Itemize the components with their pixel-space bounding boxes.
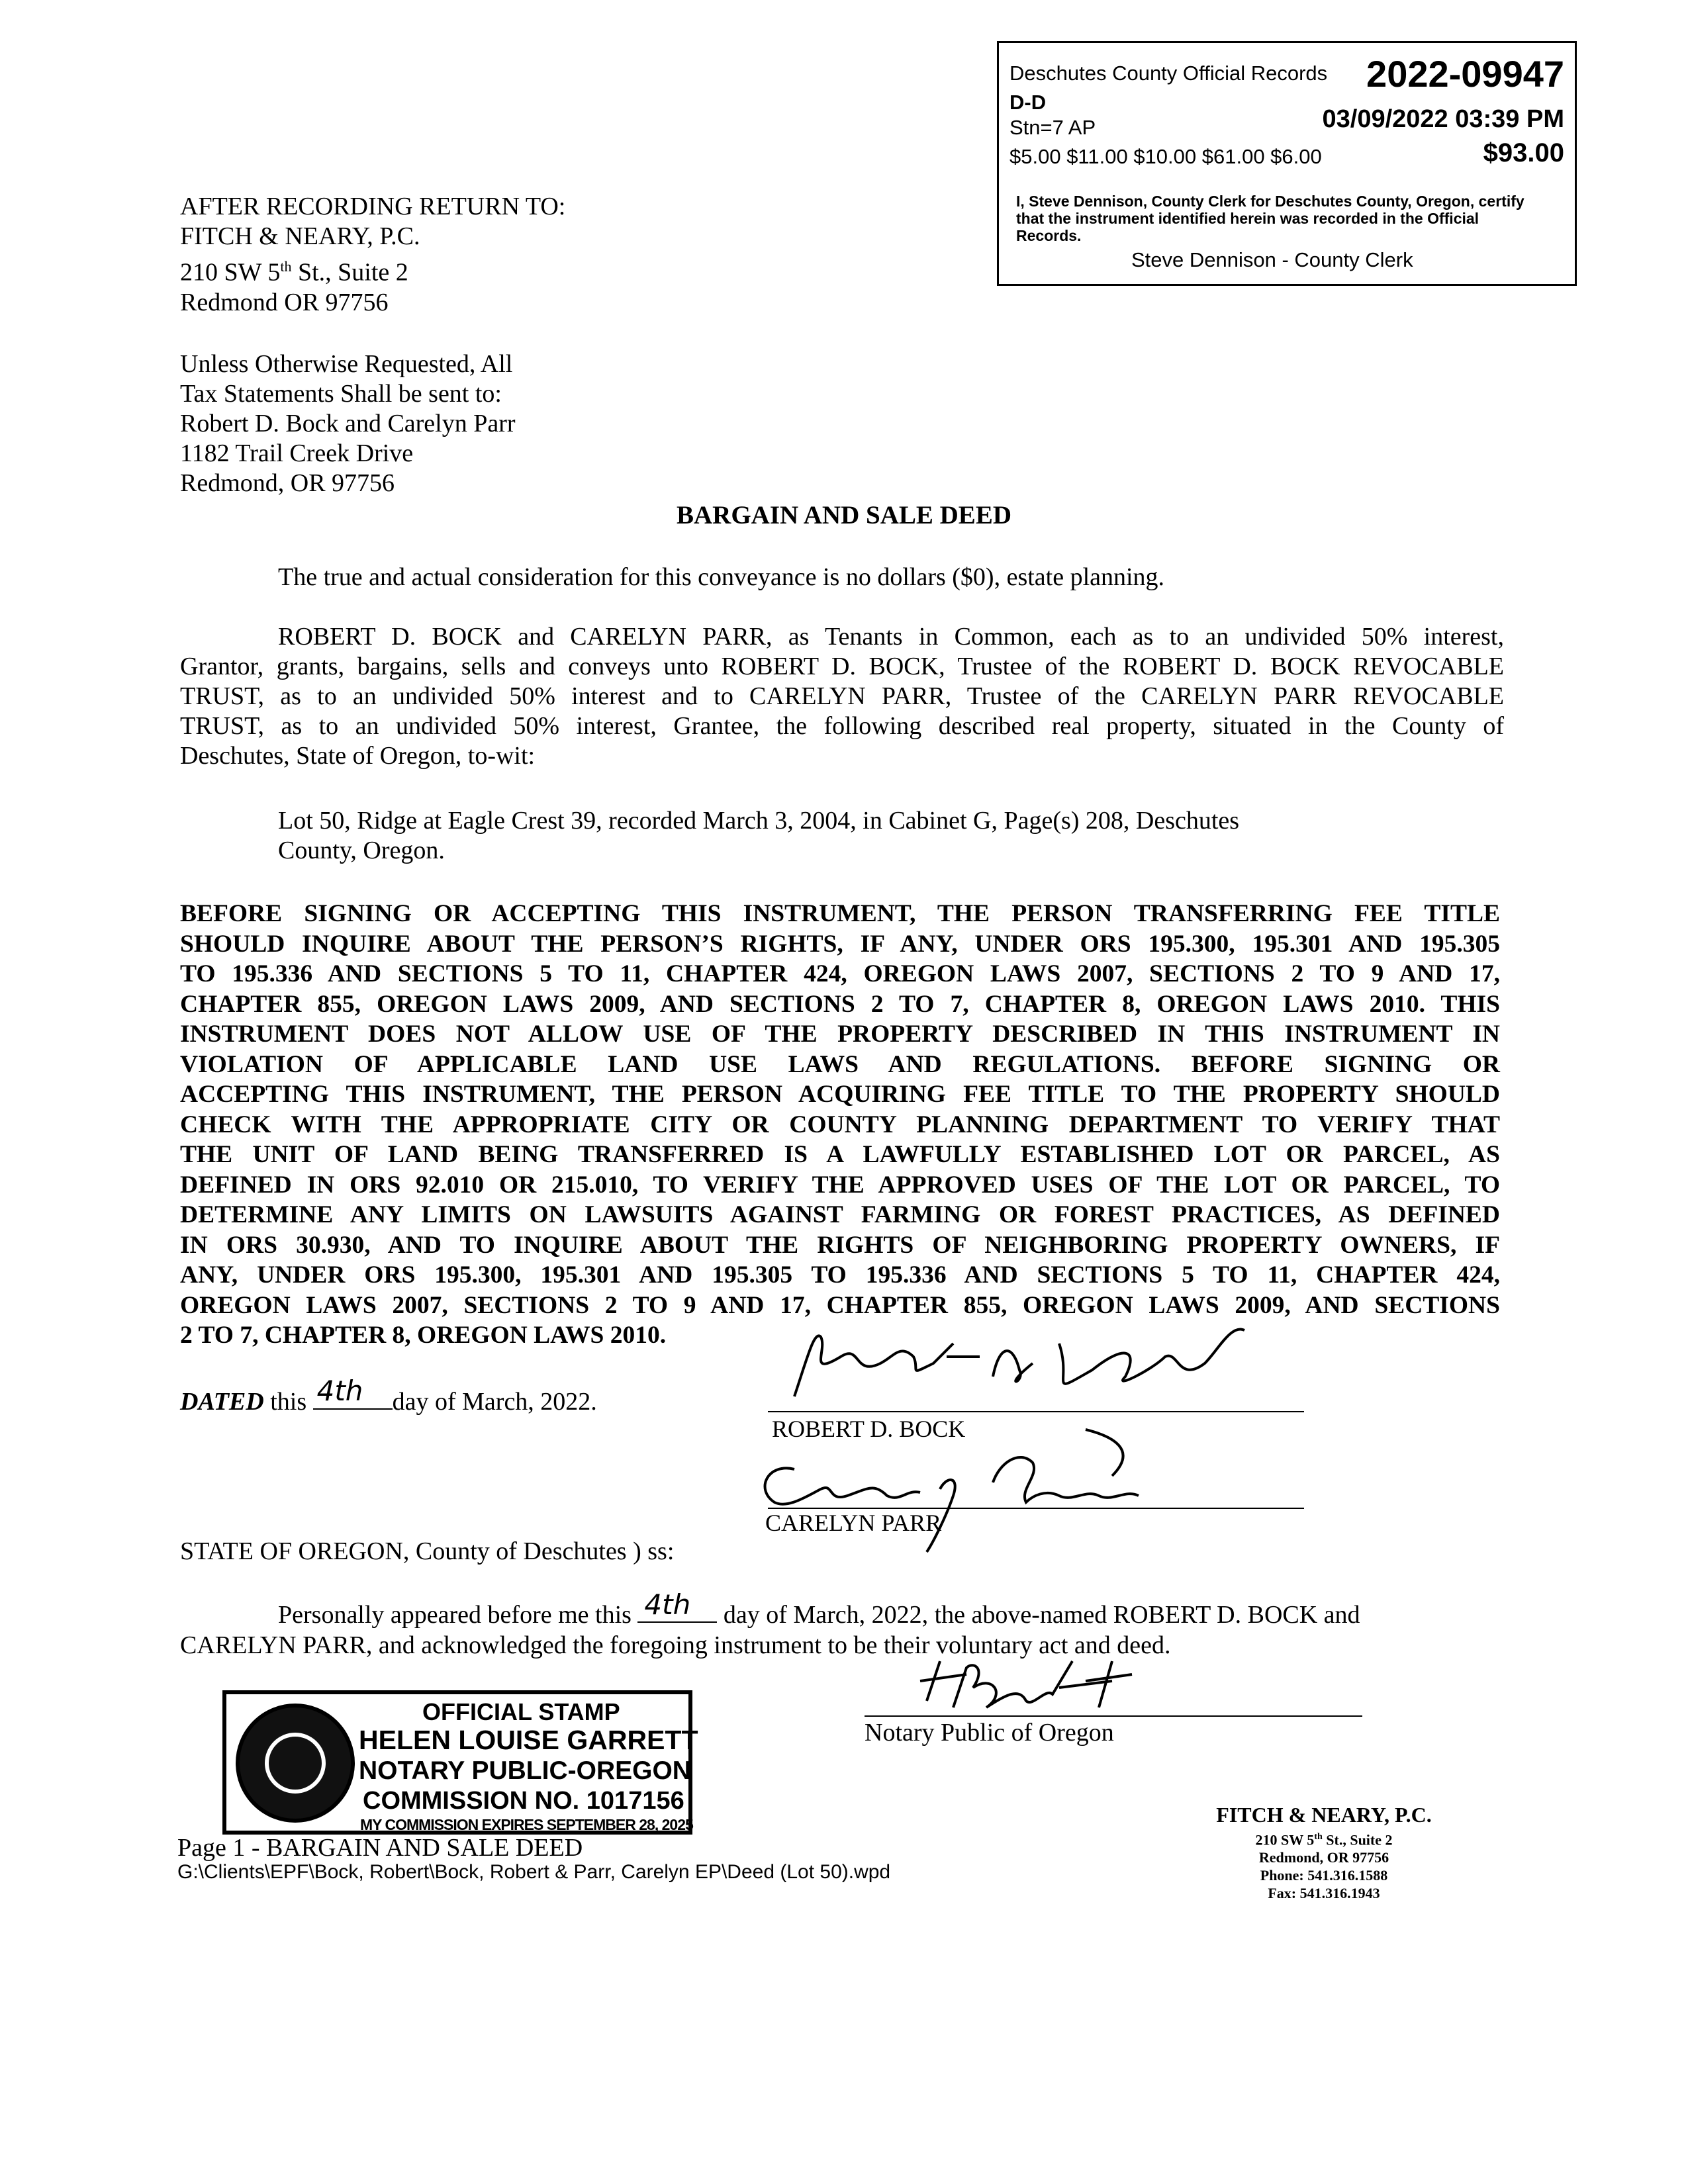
warning-line: IN ORS 30.930, AND TO INQUIRE ABOUT THE RIGHTS OF NEIGHBORING PROPERTY OWNERS, IF bbox=[180, 1231, 1500, 1259]
return-heading: AFTER RECORDING RETURN TO: bbox=[180, 193, 566, 220]
grantor1-name: ROBERT D. BOCK bbox=[772, 1416, 966, 1442]
tax-city: Redmond, OR 97756 bbox=[180, 469, 395, 497]
recording-station: Stn=7 AP bbox=[1009, 116, 1096, 139]
conveyance-line: ROBERT D. BOCK and CARELYN PARR, as Tenants in Common, each as to an undivided 50% interest, bbox=[278, 623, 1504, 651]
stamp-line3: NOTARY PUBLIC-OREGON bbox=[359, 1756, 691, 1785]
footer-page-label: Page 1 - BARGAIN AND SALE DEED bbox=[177, 1834, 583, 1862]
warning-line: CHAPTER 855, OREGON LAWS 2009, AND SECTIONS 2 TO 7, CHAPTER 8, OREGON LAWS 2010. THIS bbox=[180, 990, 1500, 1018]
return-name: FITCH & NEARY, P.C. bbox=[180, 222, 420, 250]
firm-name: FITCH & NEARY, P.C. bbox=[1216, 1803, 1432, 1827]
conveyance-line: Deschutes, State of Oregon, to-wit: bbox=[180, 742, 536, 770]
dated-day-blank bbox=[313, 1375, 393, 1410]
notary-signature bbox=[914, 1648, 1192, 1721]
legal-line: County, Oregon. bbox=[278, 837, 445, 864]
legal-line: Lot 50, Ridge at Eagle Crest 39, recorded March 3, 2004, in Cabinet G, Page(s) 208, Deschutes bbox=[278, 807, 1240, 835]
return-address: 210 SW 5th St., Suite 2 bbox=[180, 258, 408, 287]
legal-description bbox=[278, 806, 1239, 866]
warning-line: TO 195.336 AND SECTIONS 5 TO 11, CHAPTER 424, OREGON LAWS 2007, SECTIONS 2 TO 9 AND 17, bbox=[180, 960, 1500, 987]
conveyance-line: TRUST, as to an undivided 50% interest, Grantee, the following described real property, situated in the County of bbox=[180, 712, 1504, 740]
notary-label: Notary Public of Oregon bbox=[865, 1719, 1114, 1747]
warning-line: INSTRUMENT DOES NOT ALLOW USE OF THE PROPERTY DESCRIBED IN THIS INSTRUMENT IN bbox=[180, 1021, 1500, 1048]
warning-line: BEFORE SIGNING OR ACCEPTING THIS INSTRUMENT, THE PERSON TRANSFERRING FEE TITLE bbox=[180, 900, 1500, 927]
firm-phone: Phone: 541.316.1588 bbox=[1260, 1867, 1388, 1884]
dated-line: DATED this 4th day of March, 2022. bbox=[180, 1375, 597, 1416]
warning-line: ANY, UNDER ORS 195.300, 195.301 AND 195.305 TO 195.336 AND SECTIONS 5 TO 11, CHAPTER 424, bbox=[180, 1261, 1500, 1289]
acknowledgment-line1: Personally appeared before me this 4th day of March, 2022, the above-named ROBERT D. BOCK and bbox=[278, 1588, 1360, 1629]
consideration-statement: The true and actual consideration for this conveyance is no dollars ($0), estate planning. bbox=[278, 563, 1165, 591]
conveyance-paragraph bbox=[180, 622, 1504, 771]
acknowledgment-line2: CARELYN PARR, and acknowledged the foregoing instrument to be their voluntary act and deed. bbox=[180, 1631, 1171, 1659]
grantor1-signature-line bbox=[768, 1411, 1304, 1412]
dated-label: DATED bbox=[180, 1388, 264, 1416]
return-city: Redmond OR 97756 bbox=[180, 288, 389, 316]
recording-fees: $5.00 $11.00 $10.00 $61.00 $6.00 bbox=[1009, 145, 1322, 168]
recording-number: 2022-09947 bbox=[1366, 53, 1564, 95]
tax-statement-block bbox=[180, 349, 516, 498]
warning-line: SHOULD INQUIRE ABOUT THE PERSON’S RIGHTS, IF ANY, UNDER ORS 195.300, 195.301 AND 195.305 bbox=[180, 930, 1500, 958]
firm-city: Redmond, OR 97756 bbox=[1258, 1849, 1389, 1866]
ack-day-blank bbox=[637, 1588, 717, 1623]
deed-title: BARGAIN AND SALE DEED bbox=[676, 501, 1011, 529]
warning-line: ACCEPTING THIS INSTRUMENT, THE PERSON ACQUIRING FEE TITLE TO THE PROPERTY SHOULD bbox=[180, 1081, 1500, 1108]
recording-total: $93.00 bbox=[1483, 138, 1564, 167]
return-to-block bbox=[180, 192, 565, 318]
conveyance-line: TRUST, as to an undivided 50% interest and to CARELYN PARR, Trustee of the CARELYN PARR REVOCABLE bbox=[180, 682, 1504, 710]
robert-bock-signature bbox=[781, 1317, 1311, 1416]
warning-line: OREGON LAWS 2007, SECTIONS 2 TO 9 AND 17, CHAPTER 855, OREGON LAWS 2009, AND SECTIONS bbox=[180, 1291, 1500, 1319]
notary-signature-line bbox=[865, 1715, 1362, 1717]
oregon-seal-icon bbox=[236, 1704, 355, 1823]
conveyance-line: Grantor, grants, bargains, sells and conveys unto ROBERT D. BOCK, Trustee of the ROBERT D. BOCK REVOCABLE bbox=[180, 653, 1504, 680]
grantor2-name: CARELYN PARR bbox=[765, 1510, 942, 1536]
tax-street: 1182 Trail Creek Drive bbox=[180, 439, 414, 467]
recording-county: Deschutes County Official Records bbox=[1009, 62, 1328, 85]
firm-address: 210 SW 5th St., Suite 2 bbox=[1255, 1831, 1393, 1848]
recording-certification: I, Steve Dennison, County Clerk for Deschutes County, Oregon, certify that the instrument identified herein was recorded in the Official Records. bbox=[1016, 193, 1524, 244]
tax-line2: Tax Statements Shall be sent to: bbox=[180, 380, 502, 408]
tax-line1: Unless Otherwise Requested, All bbox=[180, 350, 513, 378]
warning-line: CHECK WITH THE APPROPRIATE CITY OR COUNTY PLANNING DEPARTMENT TO VERIFY THAT bbox=[180, 1111, 1500, 1138]
firm-block bbox=[1125, 1801, 1523, 1902]
notary-stamp bbox=[222, 1690, 698, 1835]
statutory-warning bbox=[180, 899, 1500, 1351]
recording-type: D-D bbox=[1009, 91, 1047, 114]
ack-day-handwritten: 4th bbox=[644, 1588, 691, 1621]
firm-fax: Fax: 541.316.1943 bbox=[1268, 1885, 1380, 1902]
warning-line: VIOLATION OF APPLICABLE LAND USE LAWS AND REGULATIONS. BEFORE SIGNING OR bbox=[180, 1050, 1500, 1078]
stamp-line5: MY COMMISSION EXPIRES SEPTEMBER 28, 2025 bbox=[360, 1816, 693, 1833]
dated-day-handwritten: 4th bbox=[316, 1375, 363, 1407]
recording-clerk: Steve Dennison - County Clerk bbox=[1131, 248, 1413, 271]
warning-line: 2 TO 7, CHAPTER 8, OREGON LAWS 2010. bbox=[180, 1322, 667, 1349]
tax-name: Robert D. Bock and Carelyn Parr bbox=[180, 410, 516, 437]
warning-line: THE UNIT OF LAND BEING TRANSFERRED IS A LAWFULLY ESTABLISHED LOT OR PARCEL, AS bbox=[180, 1141, 1500, 1168]
warning-line: DEFINED IN ORS 92.010 OR 215.010, TO VERIFY THE APPROVED USES OF THE LOT OR PARCEL, TO bbox=[180, 1171, 1500, 1199]
recording-datetime: 03/09/2022 03:39 PM bbox=[1322, 105, 1564, 133]
acknowledgment-paragraph bbox=[180, 1588, 1504, 1661]
venue-line: STATE OF OREGON, County of Deschutes ) ss: bbox=[180, 1537, 675, 1565]
footer-file-path: G:\Clients\EPF\Bock, Robert\Bock, Robert & Parr, Carelyn EP\Deed (Lot 50).wpd bbox=[177, 1861, 891, 1883]
warning-line: DETERMINE ANY LIMITS ON LAWSUITS AGAINST FARMING OR FOREST PRACTICES, AS DEFINED bbox=[180, 1201, 1500, 1228]
stamp-line1: OFFICIAL STAMP bbox=[422, 1698, 620, 1725]
stamp-line2: HELEN LOUISE GARRETT bbox=[359, 1725, 698, 1755]
recording-stamp-box bbox=[997, 41, 1577, 286]
stamp-line4: COMMISSION NO. 1017156 bbox=[363, 1787, 684, 1815]
